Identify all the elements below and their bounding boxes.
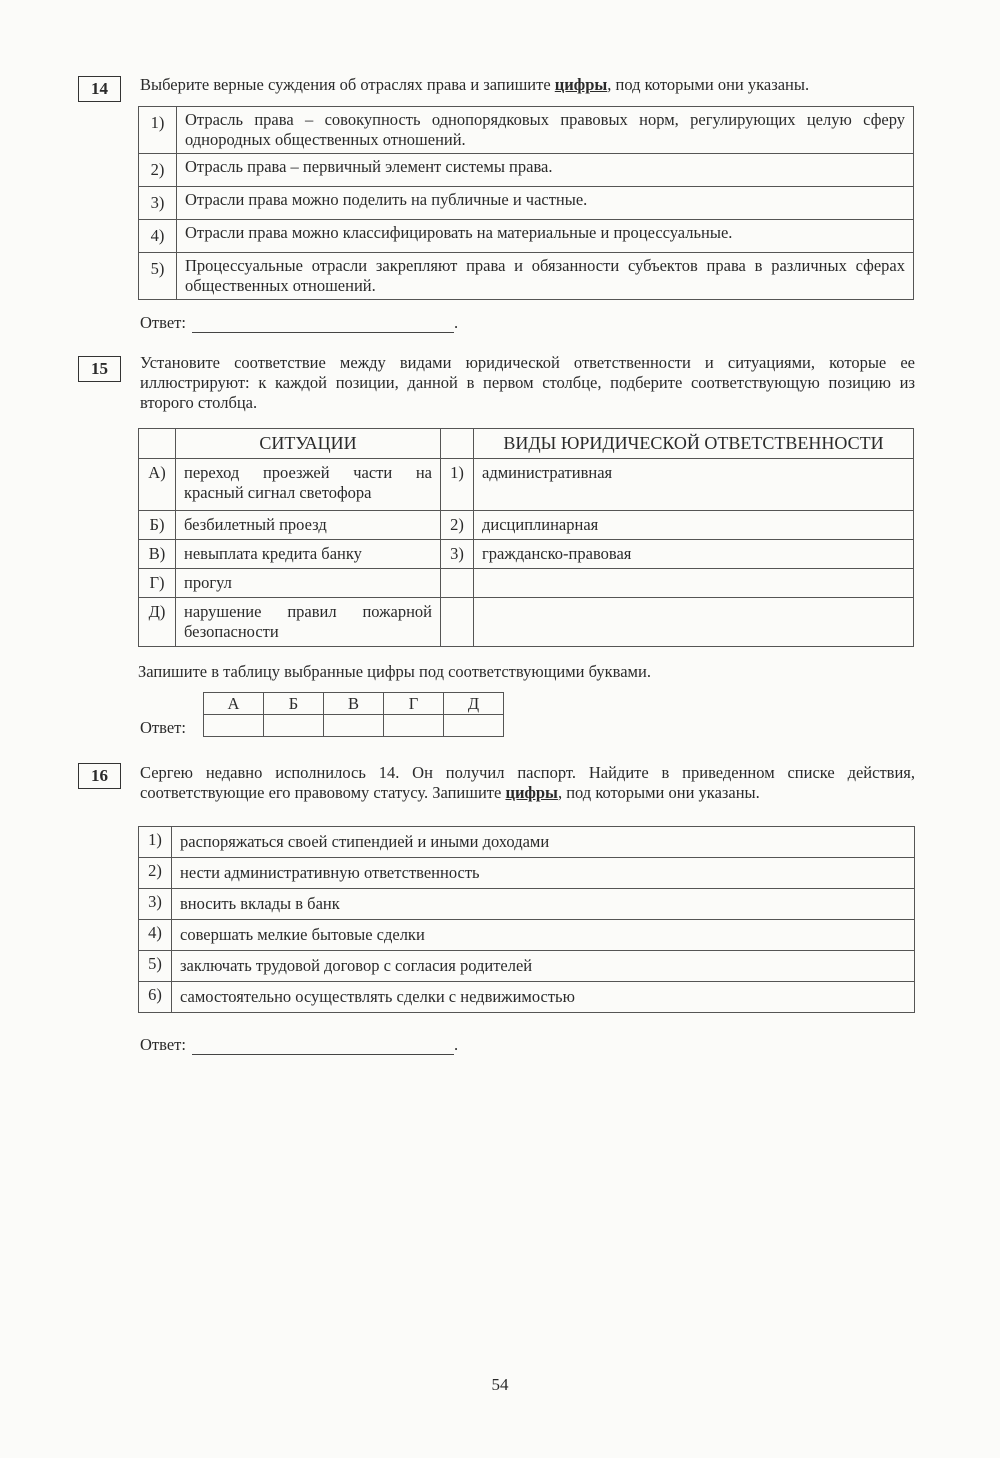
task-question: Сергею недавно исполнилось 14. Он получил паспорт. Найдите в приведенном списке действия, соответствующие его правовому статусу. Запишите цифры, под которыми они указаны.: [140, 763, 915, 802]
option-row: 1) распоряжаться своей стипендией и иными доходами: [139, 827, 915, 858]
column-header: СИТУАЦИИ: [176, 429, 441, 459]
option-row: 5) Процессуальные отрасли закрепляют права и обязанности субъектов права в различных сферах общественных отношений.: [139, 253, 914, 300]
option-row: 1) Отрасль права – совокупность однопорядковых правовых норм, регулирующих целую сферу однородных общественных отношений.: [139, 107, 914, 154]
table-row: Д) нарушение правил пожарной безопасности: [139, 598, 914, 647]
answer-cell[interactable]: [444, 715, 504, 737]
option-row: 2) нести административную ответственность: [139, 858, 915, 889]
option-row: 4) совершать мелкие бытовые сделки: [139, 920, 915, 951]
table-row: Г) прогул: [139, 569, 914, 598]
task-question: Выберите верные суждения об отраслях права и запишите цифры, под которыми они указаны.: [140, 75, 810, 94]
task-question: Установите соответствие между видами юридической ответственности и ситуациями, которые ее иллюстрируют: к каждой позиции, данной в первом столбце, подберите соответствующую позицию из второго столбца.: [140, 353, 915, 412]
option-row: 4) Отрасли права можно классифицировать на материальные и процессуальные.: [139, 220, 914, 253]
answer-cell[interactable]: [204, 715, 264, 737]
options-table: [138, 106, 914, 300]
task-number: 15: [78, 356, 121, 382]
task-number: 16: [78, 763, 121, 789]
answer-cell[interactable]: [264, 715, 324, 737]
option-row: 3) Отрасли права можно поделить на публичные и частные.: [139, 187, 914, 220]
answer-field[interactable]: Ответ: .: [140, 1035, 459, 1054]
task-number: 14: [78, 76, 121, 102]
option-row: 2) Отрасль права – первичный элемент системы права.: [139, 154, 914, 187]
answer-blank[interactable]: [192, 316, 454, 333]
option-row: 6) самостоятельно осуществлять сделки с недвижимостью: [139, 982, 915, 1013]
answer-cell[interactable]: [324, 715, 384, 737]
answer-label: Ответ:: [140, 718, 186, 737]
instruction: Запишите в таблицу выбранные цифры под соответствующими буквами.: [138, 662, 651, 681]
table-row: Б) безбилетный проезд 2) дисциплинарная: [139, 511, 914, 540]
answer-blank[interactable]: [192, 1038, 454, 1055]
table-row: В) невыплата кредита банку 3) гражданско-правовая: [139, 540, 914, 569]
matching-table: [138, 428, 914, 647]
page-number: 54: [491, 1375, 509, 1394]
answer-cell[interactable]: [384, 715, 444, 737]
answer-field[interactable]: Ответ: .: [140, 313, 459, 332]
option-row: 3) вносить вклады в банк: [139, 889, 915, 920]
column-header: ВИДЫ ЮРИДИЧЕСКОЙ ОТВЕТСТВЕННОСТИ: [474, 429, 914, 459]
options-table: [138, 826, 915, 1013]
answer-grid: А Б В Г Д: [203, 692, 504, 737]
table-row: А) переход проезжей части на красный сигнал светофора 1) административная: [139, 459, 914, 511]
option-row: 5) заключать трудовой договор с согласия родителей: [139, 951, 915, 982]
